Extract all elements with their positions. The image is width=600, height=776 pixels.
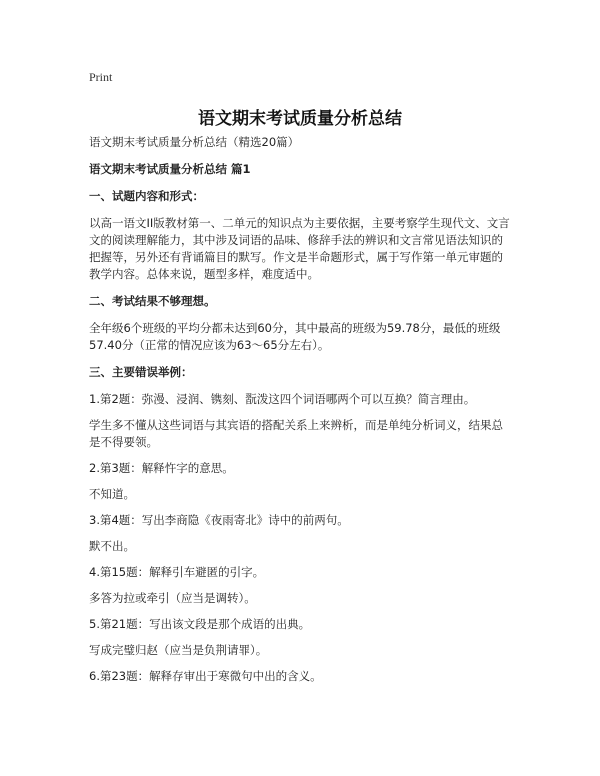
answer-paragraph: 默不出。: [89, 539, 135, 553]
question-item: 1.第2题：弥漫、浸润、镌刻、翫泼这四个词语哪两个可以互换？简言理由。: [89, 392, 476, 406]
section-heading: 三、主要错误举例：: [89, 365, 193, 379]
paragraph: 以高一语文II版教材第一、二单元的知识点为主要依据，主要考察学生现代文、文言文的阅读理解能力，其中涉及词语的品味、修辞手法的辨识和文言常见语法知识的把握等，另外还有背诵篇目的默写。作文是半命题形式，属于写作第一单元审题的教学内容。总体来说，题型多样，难度适中。: [89, 216, 510, 281]
paragraph: 全年级6个班级的平均分都未达到60分，其中最高的班级为59.78分，最低的班级57.40分（正常的情况应该为63～65分左右）。: [89, 321, 501, 352]
print-label: Print: [89, 70, 113, 84]
question-item: 5.第21题：写出该文段是那个成语的出典。: [89, 617, 311, 631]
question-item: 6.第23题：解释存审出于寒微句中出的含义。: [89, 669, 322, 683]
answer-paragraph: 写成完璧归赵（应当是负荆请罪）。: [89, 643, 268, 657]
answer-paragraph: 不知道。: [89, 487, 135, 501]
document-title: 语文期末考试质量分析总结: [198, 109, 402, 129]
section-heading: 一、试题内容和形式：: [89, 189, 204, 203]
question-item: 2.第3题：解释忤字的意思。: [89, 461, 234, 475]
answer-paragraph: 学生多不懂从这些词语与其宾语的搭配关系上来辨析，而是单纯分析词义，结果总是不得要领。: [89, 418, 503, 449]
document-body: [89, 134, 514, 694]
document-subtitle: 语文期末考试质量分析总结（精选20篇）: [89, 135, 300, 149]
question-item: 3.第4题：写出李商隐《夜雨寄北》诗中的前两句。: [89, 513, 349, 527]
section-heading: 二、考试结果不够理想。: [89, 294, 216, 308]
article-heading: 语文期末考试质量分析总结 篇1: [89, 162, 251, 176]
answer-paragraph: 多答为拉或牵引（应当是调转）。: [89, 591, 256, 605]
question-item: 4.第15题：解释引车避匿的引字。: [89, 565, 265, 579]
